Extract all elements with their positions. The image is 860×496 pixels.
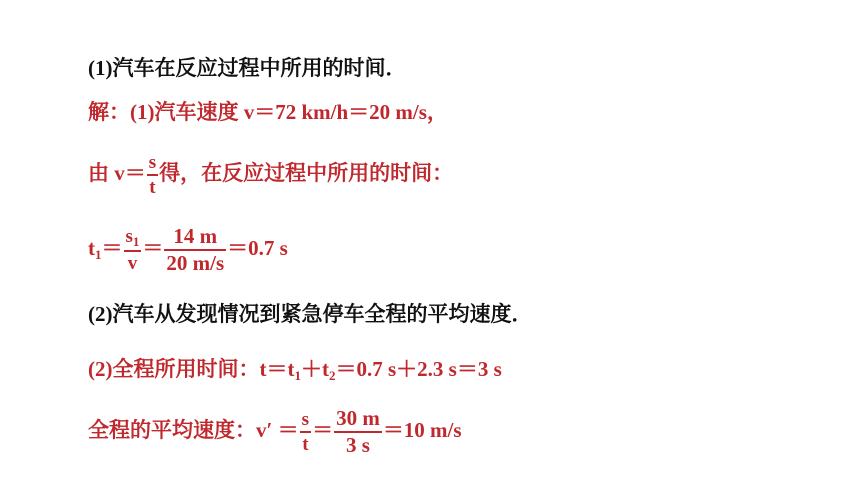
question-1	[88, 58, 407, 79]
s-symbol: s	[125, 226, 133, 247]
fraction-denominator: 3 s	[345, 433, 370, 457]
fraction-numerator: s	[300, 410, 311, 433]
fraction-denominator: 20 m/s	[166, 251, 225, 275]
answer-1-speed	[88, 102, 448, 123]
equals-sign: ＝	[142, 235, 164, 260]
s-subscript: 1	[132, 234, 140, 249]
t2-subscript: 2	[328, 368, 336, 383]
total-time-part-2: ＋t	[300, 357, 329, 381]
time-subscript: 1	[95, 246, 102, 262]
total-time-part-1: (2)全程所用时间：t＝t	[88, 357, 295, 381]
fraction-numerator: 30 m	[334, 408, 382, 433]
fraction-numerator	[124, 227, 142, 252]
equals-sign: ＝	[312, 417, 334, 442]
fraction-denominator: t	[302, 434, 309, 455]
answer-2-average-speed	[88, 408, 462, 456]
t1-subscript: 1	[294, 368, 301, 383]
fraction-numerator: 14 m	[164, 226, 226, 251]
total-time-part-3: ＝0.7 s＋2.3 s＝3 s	[335, 357, 502, 381]
fraction-denominator: v	[127, 253, 138, 274]
formula-prefix: 由 v＝	[88, 160, 146, 185]
fraction-30m-over-3s	[334, 408, 382, 456]
question-2-text: (2)汽车从发现情况到紧急停车全程的平均速度．	[88, 302, 533, 326]
time-result: ＝0.7 s	[227, 235, 288, 260]
fraction-s1-over-v	[124, 227, 142, 273]
question-2	[88, 304, 533, 325]
answer-1-speed-text: 解：(1)汽车速度 v＝72 km/h＝20 m/s，	[88, 100, 448, 124]
fraction-denominator: t	[149, 177, 156, 198]
formula-suffix: 得，在反应过程中所用的时间：	[159, 160, 454, 185]
answer-1-formula-line	[88, 153, 453, 197]
average-speed-result: ＝10 m/s	[382, 417, 462, 442]
question-1-text: (1)汽车在反应过程中所用的时间．	[88, 56, 407, 80]
fraction-numerator: s	[147, 153, 158, 176]
answer-1-time-calculation	[88, 226, 288, 274]
fraction-s-over-t	[300, 410, 311, 454]
fraction-distance-over-speed	[164, 226, 226, 274]
fraction-s-over-t	[147, 153, 158, 197]
answer-2-total-time	[88, 359, 502, 382]
equals-sign: ＝	[101, 235, 123, 260]
average-speed-prefix: 全程的平均速度：v′ ＝	[88, 417, 299, 442]
time-symbol: t	[88, 235, 95, 260]
